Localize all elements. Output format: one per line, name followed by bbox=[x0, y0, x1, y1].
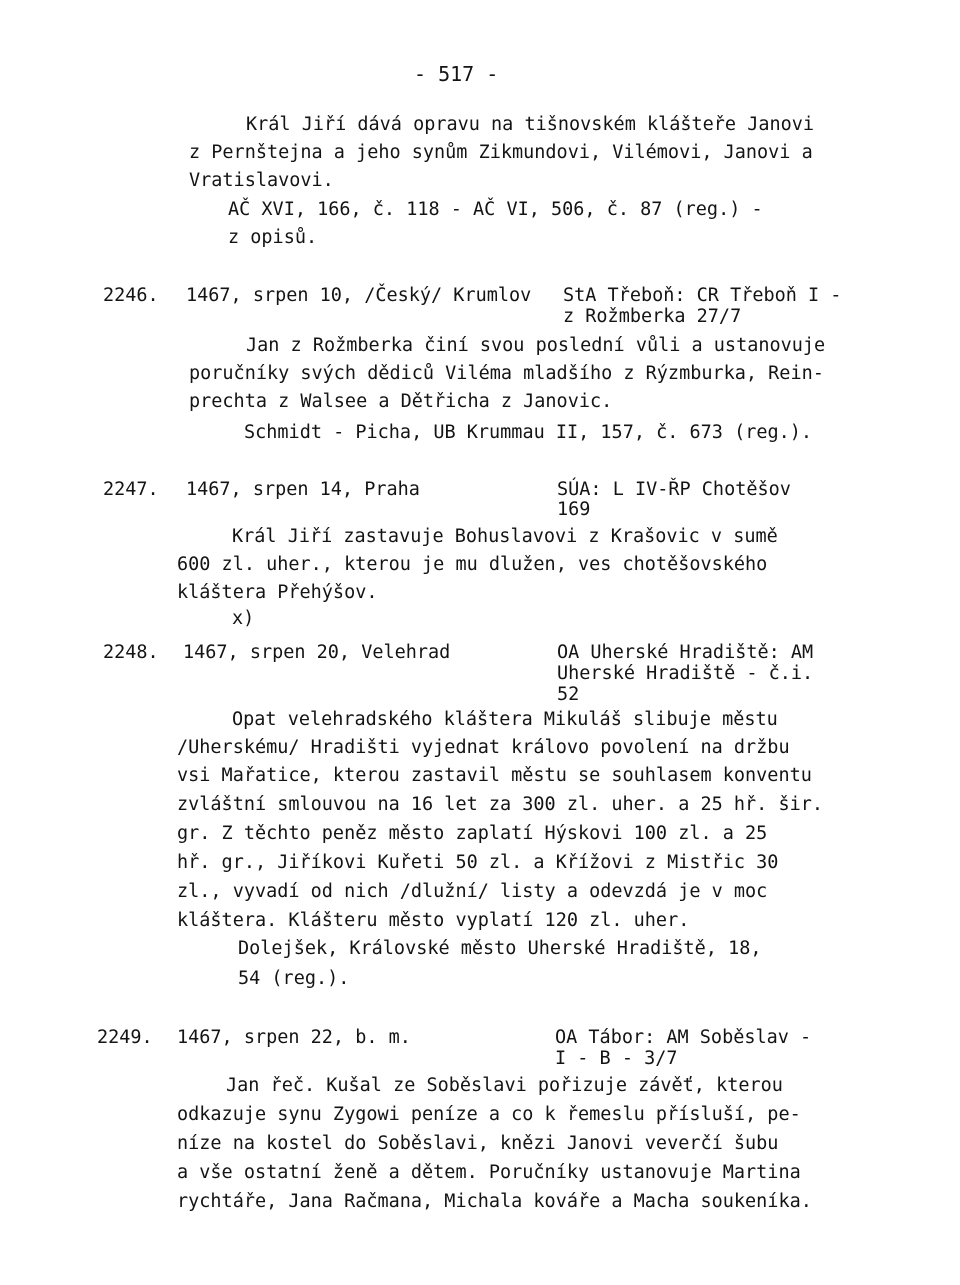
intro-ref: z opisů. bbox=[228, 227, 318, 248]
entry-source: SÚA: L IV-ŘP Chotěšov bbox=[557, 479, 791, 500]
entry-text-line: poručníky svých dědiců Viléma mladšího z Rýzmburka, Rein- bbox=[189, 363, 824, 384]
entry-number: 2249. bbox=[97, 1027, 153, 1048]
entry-text-line: hř. gr., Jiříkovi Kuřeti 50 zl. a Křížovi z Mistřic 30 bbox=[177, 852, 779, 873]
entry-source: z Rožmberka 27/7 bbox=[563, 306, 742, 327]
entry-text-line: Jan z Rožmberka činí svou poslední vůli a ustanovuje bbox=[246, 335, 826, 356]
entry-text-line: Král Jiří zastavuje Bohuslavovi z Krašovic v sumě bbox=[232, 526, 778, 547]
entry-text-line: Jan řeč. Kušal ze Soběslavi pořizuje závěť, kterou bbox=[226, 1075, 783, 1096]
entry-text-line: kláštera. Klášteru město vyplatí 120 zl. uher. bbox=[177, 910, 690, 931]
intro-line: Vratislavovi. bbox=[189, 170, 334, 191]
entry-header: 1467, srpen 22, b. m. bbox=[177, 1027, 411, 1048]
entry-source: 52 bbox=[557, 684, 580, 705]
entry-source: OA Uherské Hradiště: AM bbox=[557, 642, 814, 663]
entry-text-line: gr. Z těchto peněz město zaplatí Hýskovi 100 zl. a 25 bbox=[177, 823, 768, 844]
entry-source: OA Tábor: AM Soběslav - bbox=[555, 1027, 812, 1048]
entry-text-line: 600 zl. uher., kterou je mu dlužen, ves chotěšovského bbox=[177, 554, 768, 575]
entry-text-line: zvláštní smlouvou na 16 let za 300 zl. uher. a 25 hř. šir. bbox=[177, 794, 824, 815]
intro-line: z Pernštejna a jeho synům Zikmundovi, Vilémovi, Janovi a bbox=[189, 142, 813, 163]
entry-number: 2248. bbox=[103, 642, 159, 663]
entry-text-line: odkazuje synu Zygowi peníze a co k řemeslu přísluší, pe- bbox=[177, 1104, 801, 1125]
entry-text-line: /Uherskému/ Hradišti vyjednat královo povolení na držbu bbox=[177, 737, 790, 758]
entry-number: 2247. bbox=[103, 479, 159, 500]
entry-header: 1467, srpen 20, Velehrad bbox=[183, 642, 451, 663]
intro-line: Král Jiří dává opravu na tišnovském klášteře Janovi bbox=[246, 114, 815, 135]
entry-text-line: vsi Mařatice, kterou zastavil městu se souhlasem konventu bbox=[177, 765, 812, 786]
entry-ref: 54 (reg.). bbox=[238, 968, 350, 989]
entry-text-line: níze na kostel do Soběslavi, knězi Janovi veverčí šubu bbox=[177, 1133, 779, 1154]
entry-source: 169 bbox=[557, 499, 591, 520]
entry-text-line: kláštera Přehýšov. bbox=[177, 582, 378, 603]
entry-source: I - B - 3/7 bbox=[555, 1048, 678, 1069]
entry-text-line: Opat velehradského kláštera Mikuláš slibuje městu bbox=[232, 709, 778, 730]
entry-header: 1467, srpen 14, Praha bbox=[186, 479, 420, 500]
entry-text-line: prechta z Walsee a Dětřicha z Janovic. bbox=[189, 391, 613, 412]
page-number: - 517 - bbox=[414, 62, 499, 86]
intro-ref: AČ XVI, 166, č. 118 - AČ VI, 506, č. 87 (reg.) - bbox=[228, 199, 763, 220]
entry-text-line: a vše ostatní ženě a dětem. Poručníky ustanovuje Martina bbox=[177, 1162, 801, 1183]
entry-ref: x) bbox=[232, 608, 255, 629]
entry-source: StA Třeboň: CR Třeboň I - bbox=[563, 285, 842, 306]
entry-header: 1467, srpen 10, /Český/ Krumlov bbox=[186, 285, 532, 306]
entry-ref: Schmidt - Picha, UB Krummau II, 157, č. 673 (reg.). bbox=[244, 422, 813, 443]
entry-ref: Dolejšek, Královské město Uherské Hradiště, 18, bbox=[238, 938, 762, 959]
entry-source: Uherské Hradiště - č.i. bbox=[557, 663, 814, 684]
entry-text-line: zl., vyvadí od nich /dlužní/ listy a odevzdá je v moc bbox=[177, 881, 768, 902]
entry-number: 2246. bbox=[103, 285, 159, 306]
entry-text-line: rychtáře, Jana Račmana, Michala kováře a Macha soukeníka. bbox=[177, 1191, 812, 1212]
